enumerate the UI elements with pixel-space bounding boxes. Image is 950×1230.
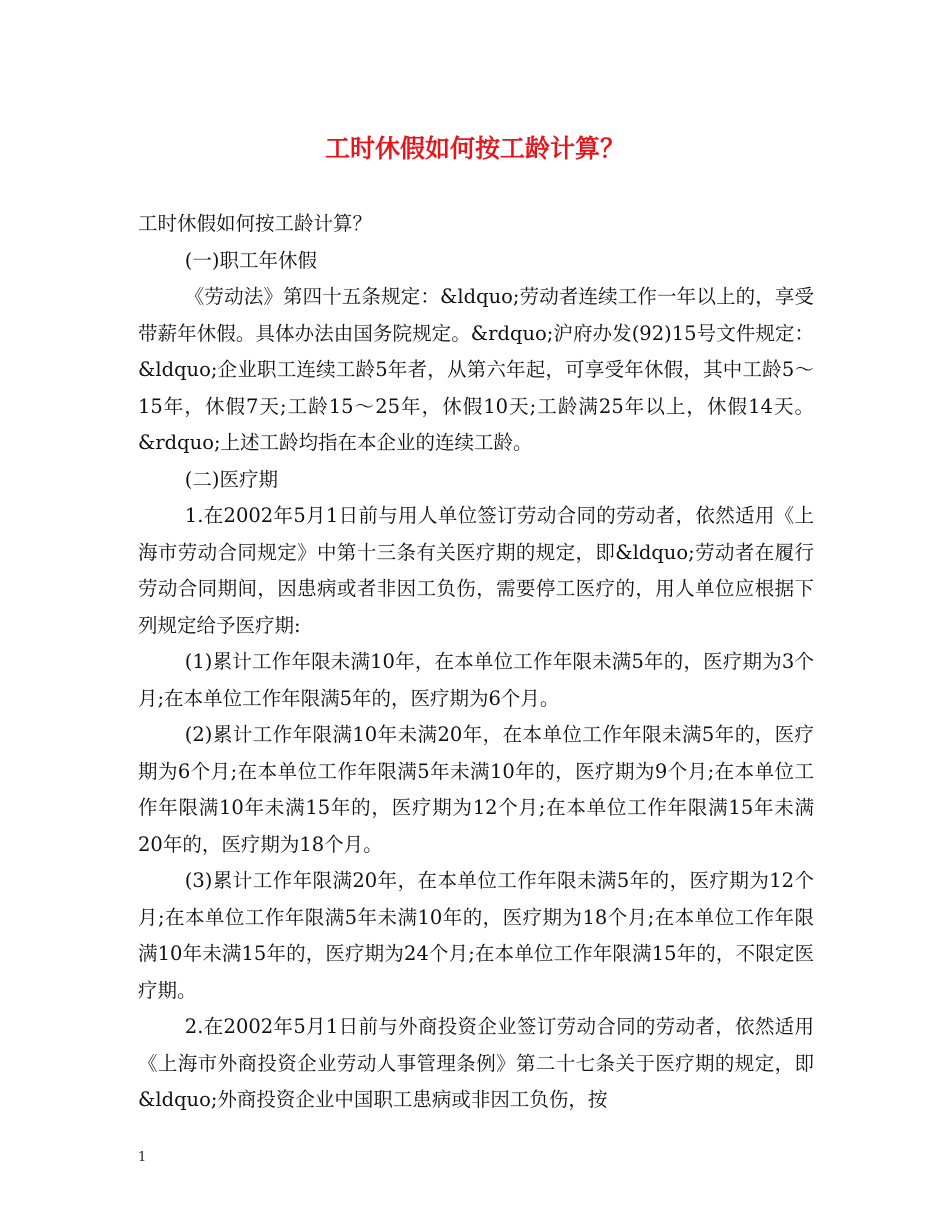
heading-annual-leave: (一)职工年休假 — [184, 248, 318, 272]
paragraph-medical-2: 2.在2002年5月1日前与外商投资企业签订劳动合同的劳动者，依然适用《上海市外商投资企业劳动人事管理条例》第二十七条关于医疗期的规定，即&ldquo;外商投资企业中国职工患病或非因工负伤，按 — [138, 1015, 814, 1111]
page-number: 1 — [138, 1150, 147, 1165]
heading-medical-period: (二)医疗期 — [184, 467, 279, 491]
document-body — [138, 206, 814, 1119]
paragraph-intro: 工时休假如何按工龄计算？ — [138, 212, 373, 235]
document-title: 工时休假如何按工龄计算？ — [324, 134, 625, 163]
paragraph-medical-1-1: (1)累计工作年限未满10年，在本单位工作年限未满5年的，医疗期为3个月;在本单位工作年限满5年的，医疗期为6个月。 — [138, 650, 814, 710]
paragraph-medical-1-2: (2)累计工作年限满10年未满20年，在本单位工作年限未满5年的，医疗期为6个月;在本单位工作年限满5年未满10年的，医疗期为9个月;在本单位工作年限满10年未满15年的，医疗期为12个月;在本单位工作年限满15年未满20年的，医疗期为18个月。 — [138, 723, 814, 856]
paragraph-medical-1-3: (3)累计工作年限满20年，在本单位工作年限未满5年的，医疗期为12个月;在本单位工作年限满5年未满10年的，医疗期为18个月;在本单位工作年限满10年未满15年的，医疗期为24个月;在本单位工作年限满15年的，不限定医疗期。 — [138, 869, 814, 1002]
paragraph-annual-leave: 《劳动法》第四十五条规定：&ldquo;劳动者连续工作一年以上的，享受带薪年休假。具体办法由国务院规定。&rdquo;沪府办发(92)15号文件规定：&ldquo;企业职工连续工龄5年者，从第六年起，可享受年休假，其中工龄5～15年，休假7天;工龄15～25年，休假10天;工龄满25年以上，休假14天。&rdquo;上述工龄均指在本企业的连续工龄。 — [138, 285, 814, 454]
paragraph-medical-1: 1.在2002年5月1日前与用人单位签订劳动合同的劳动者，依然适用《上海市劳动合同规定》中第十三条有关医疗期的规定，即&ldquo;劳动者在履行劳动合同期间，因患病或者非因工负伤，需要停工医疗的，用人单位应根据下列规定给予医疗期: — [138, 504, 814, 637]
